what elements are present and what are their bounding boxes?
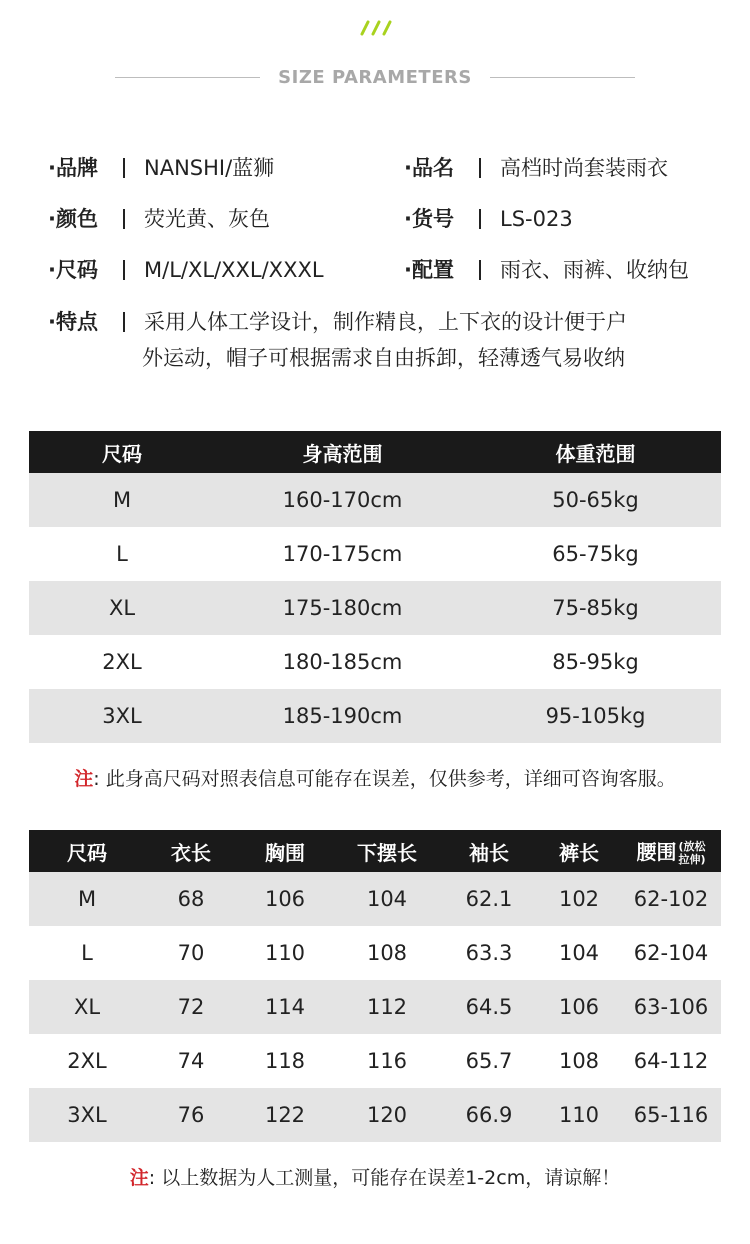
- param-value: LS-023: [500, 207, 573, 231]
- table-row: [29, 635, 721, 689]
- note-mark: 注: [129, 1167, 149, 1189]
- param-brand: [48, 148, 378, 188]
- column-header: 体重范围: [470, 431, 721, 473]
- section-title: SIZE PARAMETERS: [278, 67, 472, 88]
- table-row: [29, 527, 721, 581]
- height-weight-table: [29, 431, 721, 743]
- table-row: [29, 581, 721, 635]
- table-cell: 66.9: [441, 1088, 537, 1142]
- table-cell: 74: [177, 1049, 205, 1073]
- table-row: [29, 926, 721, 980]
- param-value: 荧光黄、灰色: [144, 207, 270, 231]
- column-header: 尺码: [29, 830, 145, 872]
- table-cell: 2XL: [67, 1049, 107, 1073]
- param-label: 配置: [411, 258, 454, 282]
- bullet: ·: [48, 156, 56, 180]
- table-cell: 108: [366, 941, 408, 965]
- param-value: 雨衣、雨裤、收纳包: [500, 258, 689, 282]
- note-mark: 注: [74, 768, 94, 790]
- table-cell: XL: [29, 980, 145, 1034]
- column-header: 裤长: [537, 830, 621, 872]
- table-cell: 64.5: [441, 980, 537, 1034]
- param-label: 品牌: [55, 156, 98, 180]
- table-cell: 170-175cm: [282, 542, 403, 566]
- table-cell: 104: [333, 872, 441, 926]
- table-cell: 85-95kg: [552, 650, 639, 674]
- page-header: [0, 0, 750, 110]
- table-cell: 3XL: [29, 1088, 145, 1142]
- bullet: ·: [48, 310, 56, 334]
- table-cell: 118: [264, 1049, 306, 1073]
- section-title-row: [0, 64, 750, 92]
- table-cell: L: [81, 941, 93, 965]
- column-header-note: (放松 拉伸): [678, 840, 706, 867]
- table-cell: 70: [177, 941, 205, 965]
- column-header: 尺码: [29, 431, 215, 473]
- table-cell: 2XL: [102, 650, 142, 674]
- separator: [123, 312, 125, 332]
- param-value: M/L/XL/XXL/XXXL: [144, 258, 324, 282]
- note-text: : 此身高尺码对照表信息可能存在误差，仅供参考，详细可咨询客服。: [93, 768, 676, 790]
- table-cell: 62-104: [633, 941, 709, 965]
- param-value: NANSHI/蓝狮: [144, 156, 275, 180]
- param-size: [48, 250, 378, 290]
- param-label: 尺码: [55, 258, 98, 282]
- param-value-line2: 外运动，帽子可根据需求自由拆卸，轻薄透气易收纳: [142, 346, 625, 370]
- table-row: [29, 1088, 721, 1142]
- table-cell: XL: [29, 581, 215, 635]
- table-cell: 175-180cm: [215, 581, 470, 635]
- table-cell: 116: [366, 1049, 408, 1073]
- table-cell: 122: [237, 1088, 333, 1142]
- table-cell: 160-170cm: [215, 473, 470, 527]
- table-cell: 63-106: [621, 980, 721, 1034]
- column-header: 衣长: [145, 830, 237, 872]
- table-cell: 62-102: [621, 872, 721, 926]
- bullet: ·: [404, 258, 412, 282]
- param-color: [48, 199, 378, 239]
- column-header-waist: [621, 830, 721, 872]
- table-cell: 185-190cm: [215, 689, 470, 743]
- table-cell: 75-85kg: [470, 581, 721, 635]
- bullet: ·: [404, 156, 412, 180]
- table-cell: M: [29, 473, 215, 527]
- bullet: ·: [48, 207, 56, 231]
- table-row: [29, 872, 721, 926]
- table-cell: M: [29, 872, 145, 926]
- column-header: 下摆长: [333, 830, 441, 872]
- param-value-line1: 采用人体工学设计，制作精良，上下衣的设计便于户: [144, 310, 627, 334]
- table-cell: 65-116: [621, 1088, 721, 1142]
- table-cell: 63.3: [465, 941, 513, 965]
- table-header-row: [29, 431, 721, 473]
- slash-decoration-icon: [358, 18, 398, 38]
- table-cell: 68: [145, 872, 237, 926]
- bullet: ·: [404, 207, 412, 231]
- note-text: : 以上数据为人工测量，可能存在误差1-2cm，请谅解！: [148, 1167, 621, 1189]
- separator: [123, 158, 125, 178]
- table-cell: L: [116, 542, 128, 566]
- table-row: [29, 689, 721, 743]
- param-label: 颜色: [55, 207, 98, 231]
- separator: [479, 209, 481, 229]
- column-header-label: 腰围: [636, 839, 677, 864]
- table-cell: 62.1: [441, 872, 537, 926]
- bullet: ·: [48, 258, 56, 282]
- divider-right: [490, 77, 635, 78]
- separator: [123, 260, 125, 280]
- table-cell: 104: [558, 941, 600, 965]
- note-height-weight: [0, 764, 750, 791]
- param-configuration: [404, 250, 734, 290]
- table-cell: 110: [264, 941, 306, 965]
- table-cell: 120: [333, 1088, 441, 1142]
- table-cell: 102: [537, 872, 621, 926]
- table-cell: 112: [333, 980, 441, 1034]
- column-header: 胸围: [237, 830, 333, 872]
- table-row: [29, 980, 721, 1034]
- param-label: 特点: [55, 310, 98, 334]
- column-header: 身高范围: [215, 431, 470, 473]
- measurement-table: [29, 830, 721, 1142]
- table-row: [29, 473, 721, 527]
- table-cell: 110: [537, 1088, 621, 1142]
- table-cell: 65.7: [465, 1049, 513, 1073]
- param-label: 货号: [411, 207, 454, 231]
- param-value: 高档时尚套装雨衣: [500, 156, 668, 180]
- table-cell: 106: [237, 872, 333, 926]
- separator: [123, 209, 125, 229]
- table-header-row: [29, 830, 721, 872]
- table-cell: 3XL: [29, 689, 215, 743]
- separator: [479, 260, 481, 280]
- table-cell: 50-65kg: [470, 473, 721, 527]
- table-cell: 108: [558, 1049, 600, 1073]
- param-label: 品名: [411, 156, 454, 180]
- table-cell: 72: [145, 980, 237, 1034]
- table-cell: 106: [537, 980, 621, 1034]
- table-cell: 95-105kg: [470, 689, 721, 743]
- table-cell: 64-112: [633, 1049, 709, 1073]
- separator: [479, 158, 481, 178]
- note-measurement: [0, 1163, 750, 1190]
- table-row: [29, 1034, 721, 1088]
- param-features: [48, 302, 728, 378]
- param-item-number: [404, 199, 734, 239]
- table-cell: 76: [145, 1088, 237, 1142]
- table-cell: 114: [237, 980, 333, 1034]
- table-cell: 180-185cm: [282, 650, 403, 674]
- table-cell: 65-75kg: [552, 542, 639, 566]
- column-header: 袖长: [441, 830, 537, 872]
- param-product-name: [404, 148, 734, 188]
